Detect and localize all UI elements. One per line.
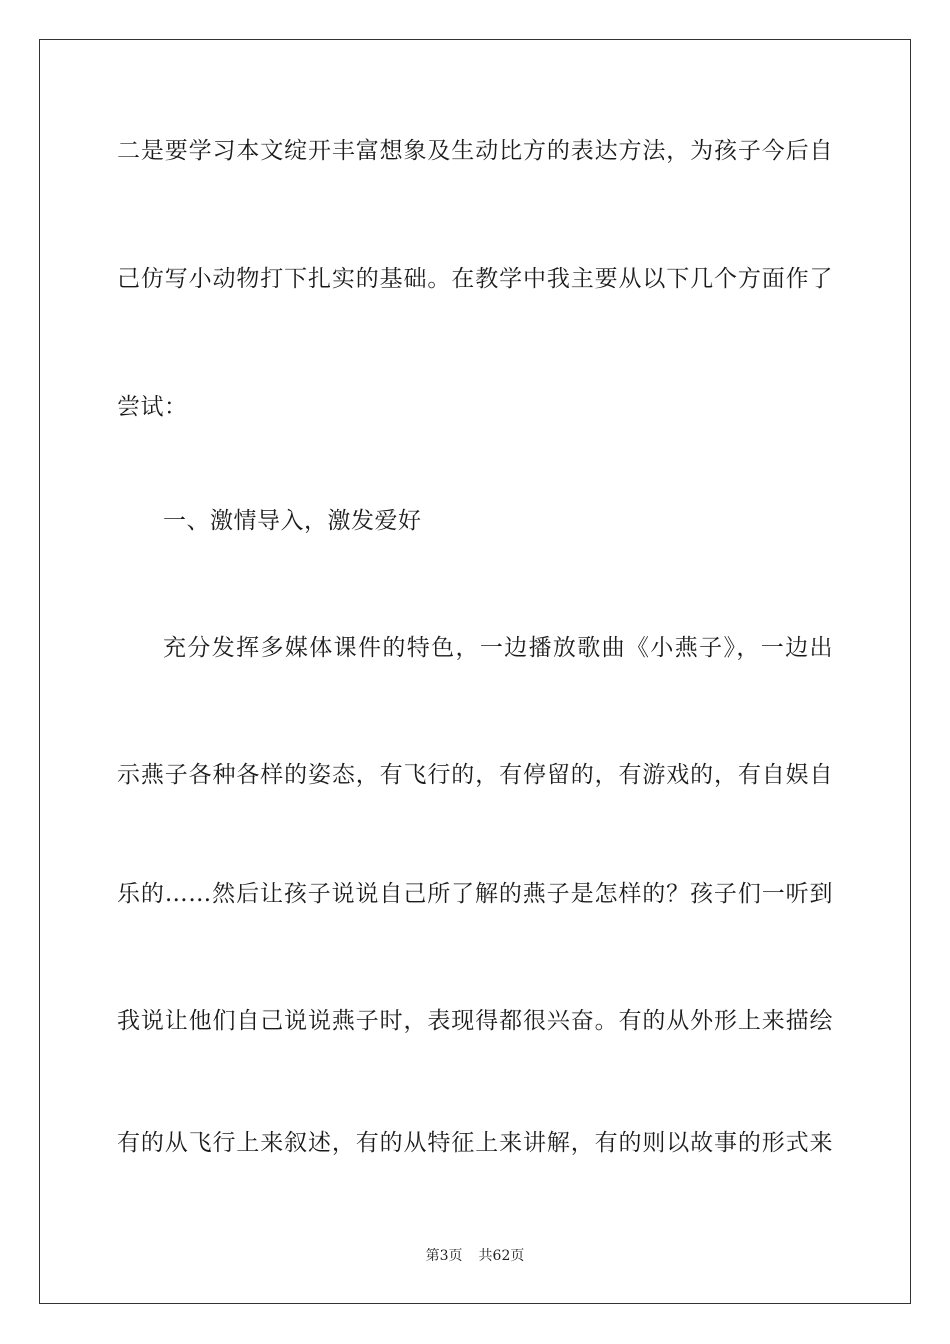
- body-text-line: 我说让他们自己说说燕子时，表现得都很兴奋。有的从外形上来描绘: [117, 1008, 833, 1034]
- body-text-line: 尝试：: [117, 394, 188, 420]
- body-text-line: 乐的……然后让孩子说说自己所了解的燕子是怎样的？孩子们一听到: [117, 881, 833, 907]
- section-heading: 一、激情导入，激发爱好: [163, 508, 422, 534]
- page-footer: [0, 1246, 950, 1266]
- page-total: 共62页: [478, 1248, 525, 1264]
- body-text-line: 己仿写小动物打下扎实的基础。在教学中我主要从以下几个方面作了: [117, 266, 833, 292]
- page-frame: [39, 39, 911, 1304]
- body-text-line: 二是要学习本文绽开丰富想象及生动比方的表达方法，为孩子今后自: [117, 138, 833, 164]
- body-text-line: 示燕子各种各样的姿态，有飞行的，有停留的，有游戏的，有自娱自: [117, 762, 833, 788]
- body-text-line: 充分发挥多媒体课件的特色，一边播放歌曲《小燕子》，一边出: [163, 635, 833, 661]
- page-number: 第3页: [425, 1248, 463, 1264]
- body-text-line: 有的从飞行上来叙述，有的从特征上来讲解，有的则以故事的形式来: [117, 1130, 833, 1156]
